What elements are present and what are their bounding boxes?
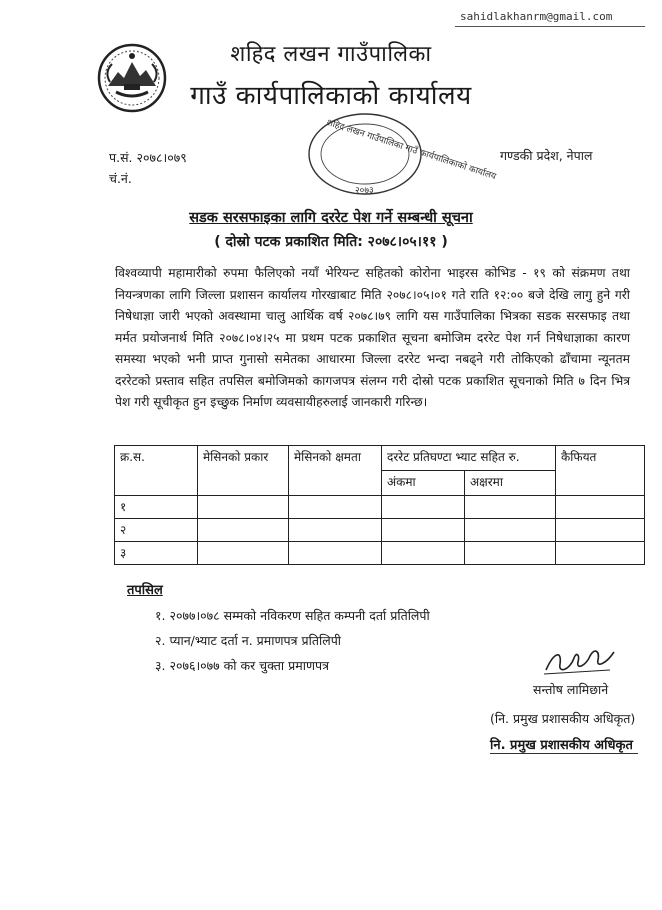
list-item: २. प्यान/भ्याट दर्ता न. प्रमाणपत्र प्रतिलिपी bbox=[155, 633, 342, 648]
cell-capacity bbox=[289, 542, 382, 565]
cell-rate-words bbox=[465, 496, 556, 519]
municipality-name: शहिद लखन गाउँपालिका bbox=[230, 42, 432, 67]
notice-subtitle: ( दोस्रो पटक प्रकाशित मिति: २०७८।०५।११ ) bbox=[214, 234, 448, 250]
cell-machine-type bbox=[198, 519, 289, 542]
cell-capacity bbox=[289, 496, 382, 519]
list-item: ३. २०७६।०७७ को कर चुक्ता प्रमाणपत्र bbox=[155, 658, 329, 673]
header-rate-words: अक्षरमा bbox=[465, 471, 556, 496]
row-sn: २ bbox=[115, 519, 198, 542]
cell-remarks bbox=[556, 542, 645, 565]
signatory-name: सन्तोष लामिछाने bbox=[533, 682, 609, 697]
notice-title: सडक सरसफाइका लागि दररेट पेश गर्ने सम्बन्धी सूचना bbox=[189, 210, 473, 226]
office-name: गाउँ कार्यपालिकाको कार्यालय bbox=[190, 81, 472, 111]
province-label: गण्डकी प्रदेश, नेपाल bbox=[500, 148, 593, 163]
cell-rate-words bbox=[465, 519, 556, 542]
email-underline bbox=[455, 26, 645, 27]
stamp-year: २०७३ bbox=[355, 186, 374, 196]
row-sn: ३ bbox=[115, 542, 198, 565]
header-machine-type: मेसिनको प्रकार bbox=[198, 446, 289, 496]
attachments-list bbox=[155, 603, 430, 678]
cell-rate-digits bbox=[382, 519, 465, 542]
cell-rate-words bbox=[465, 542, 556, 565]
header-rate: दररेट प्रतिघण्टा भ्याट सहित रु. bbox=[382, 446, 556, 471]
signatory-underline bbox=[490, 753, 638, 754]
table-row bbox=[115, 542, 645, 565]
signatory-role-parenthetical: (नि. प्रमुख प्रशासकीय अधिकृत) bbox=[490, 711, 636, 726]
dispatch-number: चं.नं. bbox=[109, 171, 132, 186]
row-sn: १ bbox=[115, 496, 198, 519]
email-address: sahidlakhanrm@gmail.com bbox=[460, 10, 613, 23]
cell-rate-digits bbox=[382, 496, 465, 519]
table-row bbox=[115, 519, 645, 542]
reference-number: प.सं. २०७८।०७९ bbox=[109, 150, 187, 165]
cell-remarks bbox=[556, 519, 645, 542]
rate-quotation-table bbox=[114, 445, 645, 565]
cell-capacity bbox=[289, 519, 382, 542]
cell-machine-type bbox=[198, 496, 289, 519]
attachments-title: तपसिल bbox=[127, 583, 163, 598]
reference-block bbox=[109, 147, 187, 189]
cell-machine-type bbox=[198, 542, 289, 565]
handwritten-signature bbox=[540, 640, 620, 680]
header-rate-digits: अंकमा bbox=[382, 471, 465, 496]
table-row bbox=[115, 496, 645, 519]
notice-body: विश्वव्यापी महामारीको रुपमा फैलिएको नयाँ भेरियन्ट सहितको कोरोना भाइरस कोभिड - १९ को संक्रमण तथा नियन्त्रणका लागि जिल्ला प्रशासन कार्यालय गोरखाबाट मिति २०७८।०५।०१ गते राति १२:०० बजे देखि लागु हुने गरी निषेधाज्ञा जारी भएको अवस्थामा चालु आर्थिक वर्ष २०७८।७९ लागि यस गाउँपालिका भित्रका सडक सरसफाइ तथा मर्मत प्रयोजनार्थ मिति २०७८।०४।२५ मा प्रथम पटक प्रकाशित सूचना बमोजिम दररेट पेश गर्न निषेधाज्ञाका कारण समस्या भएको भनी प्राप्त गुनासो समेतका आधारमा जिल्ला दररेट भन्दा नबढ्ने गरी तोकिएको ढाँचामा न्यूनतम दररेटको प्रस्ताव सहित तपसिल बमोजिमको कागजपत्र संलग्न गरी दोस्रो पटक प्रकाशित सूचनाको मिति ७ दिन भित्र पेश गरी सूचीकृत हुन इच्छुक निर्माण व्यवसायीहरुलाई जानकारी गरिन्छ। bbox=[115, 266, 630, 409]
list-item: १. २०७७।०७८ सम्मको नविकरण सहित कम्पनी दर्ता प्रतिलिपी bbox=[155, 608, 430, 623]
signatory-role: नि. प्रमुख प्रशासकीय अधिकृत bbox=[490, 738, 633, 753]
header-capacity: मेसिनको क्षमता bbox=[289, 446, 382, 496]
stamp-ring-text: शहिद लखन गाउँपालिका गाउँ कार्यपालिकाको कार्यालय bbox=[325, 117, 498, 183]
cell-rate-digits bbox=[382, 542, 465, 565]
cell-remarks bbox=[556, 496, 645, 519]
header-remarks: कैफियत bbox=[556, 446, 645, 496]
header-sn: क्र.स. bbox=[115, 446, 198, 496]
